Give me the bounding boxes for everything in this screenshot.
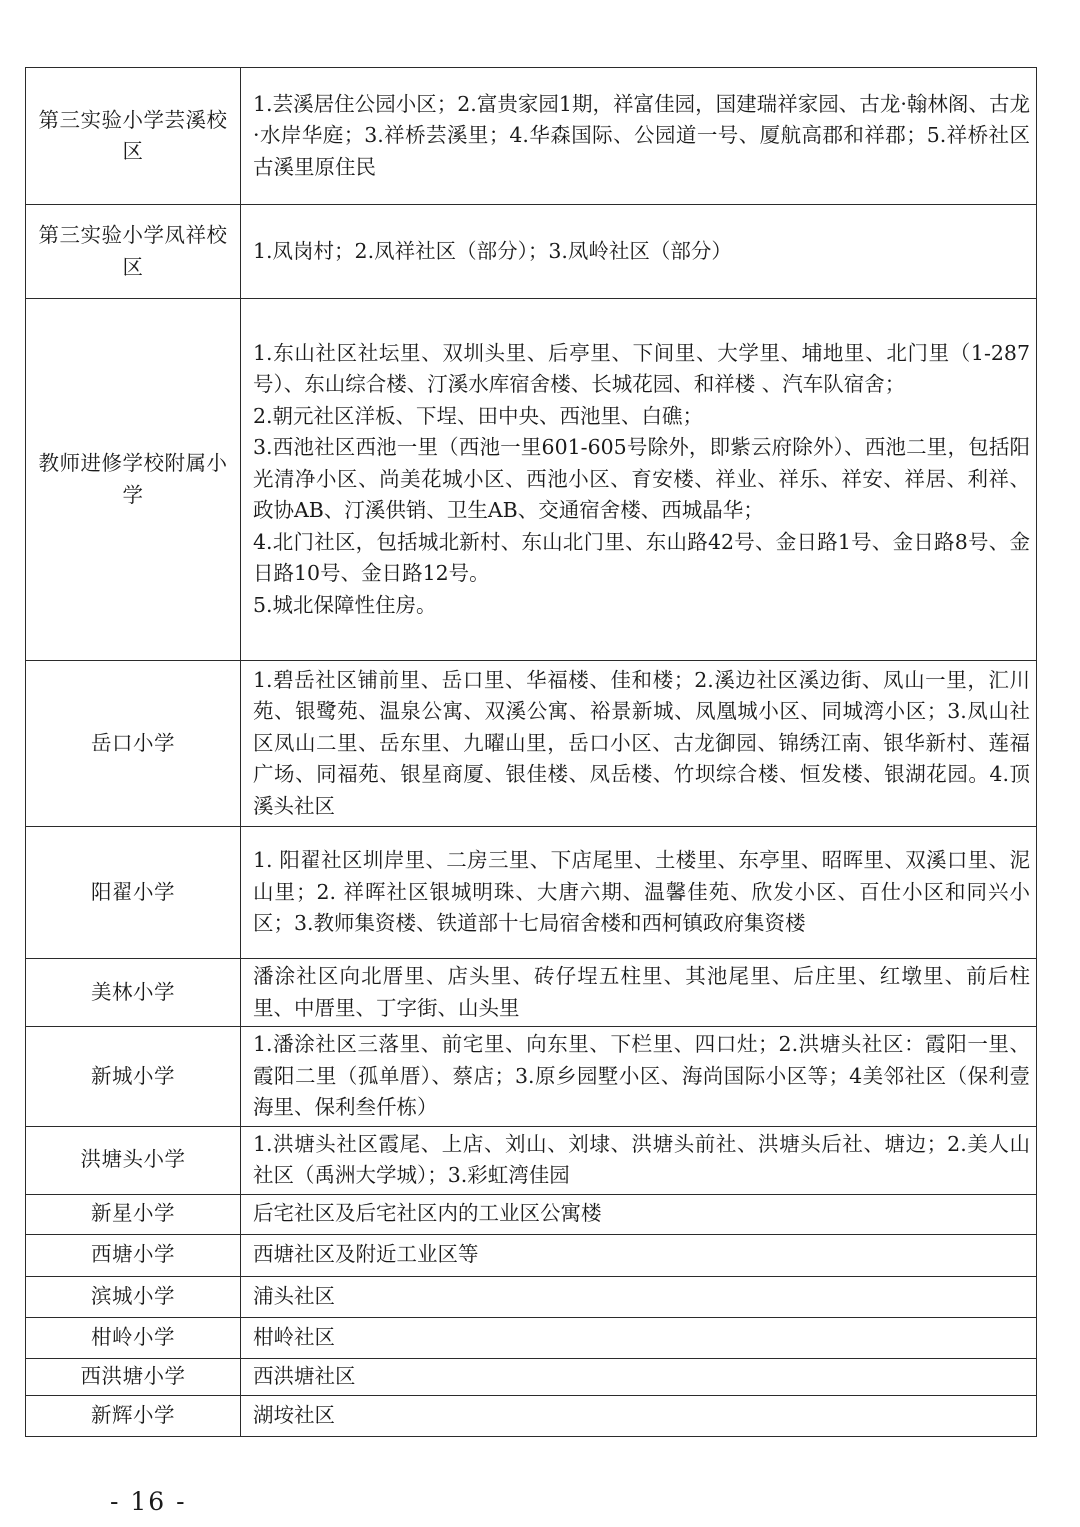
school-name-cell: 第三实验小学凤祥校区 [26,205,241,299]
area-text: 湖垵社区 [253,1402,335,1427]
enrollment-area-cell [241,1317,1037,1358]
school-name-cell: 新星小学 [26,1194,241,1234]
page-number: - 16 - [110,1487,187,1516]
school-name-cell: 西洪塘小学 [26,1358,241,1395]
table-body [26,68,1037,1437]
enrollment-area-cell [241,1234,1037,1276]
enrollment-area-cell [241,1358,1037,1395]
table-row [26,1317,1037,1358]
school-name-cell: 新辉小学 [26,1395,241,1436]
table-row [26,299,1037,661]
table-row [26,205,1037,299]
table-row [26,1358,1037,1395]
enrollment-area-cell [241,1194,1037,1234]
table-row [26,661,1037,827]
enrollment-area-cell [241,1126,1037,1194]
enrollment-area-cell [241,1395,1037,1436]
school-name-cell: 岳口小学 [26,661,241,827]
area-text: 潘涂社区向北厝里、店头里、砖仔埕五柱里、其池尾里、后庄里、红墩里、前后柱里、中厝里、丁字街、山头里 [253,964,1030,1020]
area-text: 3.西池社区西池一里（西池一里601-605号除外，即紫云府除外）、西池二里，包括阳光清净小区、尚美花城小区、西池小区、育安楼、祥业、祥乐、祥安、祥居、利祥、政协AB、汀溪供销、卫生AB、交通宿舍楼、西城晶华； [253,435,1030,523]
school-name-cell: 洪塘头小学 [26,1126,241,1194]
school-name-cell: 阳翟小学 [26,827,241,959]
enrollment-area-cell [241,959,1037,1027]
table-row [26,68,1037,205]
area-text: 5.城北保障性住房。 [253,592,437,617]
area-text: 4.北门社区，包括城北新村、东山北门里、东山路42号、金日路1号、金日路8号、金日路10号、金日路12号。 [253,529,1030,586]
table-row [26,1194,1037,1234]
area-text: 西塘社区及附近工业区等 [253,1242,479,1267]
area-text: 后宅社区及后宅社区内的工业区公寓楼 [253,1201,602,1226]
table-row [26,1276,1037,1317]
enrollment-area-cell [241,299,1037,661]
table-row [26,1234,1037,1276]
table-row [26,827,1037,959]
school-name-cell: 柑岭小学 [26,1317,241,1358]
enrollment-area-cell [241,661,1037,827]
enrollment-area-cell [241,1276,1037,1317]
area-text: 1.碧岳社区铺前里、岳口里、华福楼、佳和楼；2.溪边社区溪边街、凤山一里，汇川苑、银鹭苑、温泉公寓、双溪公寓、裕景新城、凤凰城小区、同城湾小区；3.凤山社区凤山二里、岳东里、九曜山里，岳口小区、古龙御园、锦绣江南、银华新村、莲福广场、同福苑、银星商厦、银佳楼、凤岳楼、竹坝综合楼、恒发楼、银湖花园。4.顶溪头社区 [253,667,1030,818]
area-text: 1. 阳翟社区圳岸里、二房三里、下店尾里、土楼里、东亭里、昭晖里、双溪口里、泥山里；2. 祥晖社区银城明珠、大唐六期、温馨佳苑、欣发小区、百仕小区和同兴小区；3.教师集资楼、铁道部十七局宿舍楼和西柯镇政府集资楼 [253,848,1030,936]
enrollment-area-cell [241,827,1037,959]
area-text: 1.东山社区社坛里、双圳头里、后亭里、下间里、大学里、埔地里、北门里（1-287号）、东山综合楼、汀溪水库宿舍楼、长城花园、和祥楼 、汽车队宿舍； [253,340,1030,397]
school-name-cell: 滨城小学 [26,1276,241,1317]
school-name-cell: 第三实验小学芸溪校区 [26,68,241,205]
enrollment-area-cell [241,1027,1037,1127]
enrollment-area-cell [241,205,1037,299]
area-text: 浦头社区 [253,1283,335,1308]
school-name-cell: 西塘小学 [26,1234,241,1276]
area-text: 柑岭社区 [253,1324,335,1349]
area-text: 1.洪塘头社区霞尾、上店、刘山、刘埭、洪塘头前社、洪塘头后社、塘边；2.美人山社区（禹洲大学城）；3.彩虹湾佳园 [253,1131,1030,1187]
table-row [26,1027,1037,1127]
area-text: 1.凤岗村；2.凤祥社区（部分）；3.凤岭社区（部分） [253,238,732,263]
school-name-cell: 新城小学 [26,1027,241,1127]
school-district-table [25,67,1037,1437]
area-text: 1.芸溪居住公园小区；2.富贵家园1期，祥富佳园，国建瑞祥家园、古龙·翰林阁、古龙·水岸华庭；3.祥桥芸溪里；4.华森国际、公园道一号、厦航高郡和祥郡；5.祥桥社区古溪里原住民 [253,91,1030,179]
enrollment-area-cell [241,68,1037,205]
table-row [26,1126,1037,1194]
table-row [26,959,1037,1027]
area-text: 1.潘涂社区三落里、前宅里、向东里、下栏里、四口灶；2.洪塘头社区：霞阳一里、霞阳二里（孤单厝）、蔡店；3.原乡园墅小区、海尚国际小区等；4美邻社区（保利壹海里、保利叁仟栋） [253,1032,1030,1119]
school-name-cell: 美林小学 [26,959,241,1027]
school-name-cell: 教师进修学校附属小学 [26,299,241,661]
area-text: 西洪塘社区 [253,1363,356,1388]
table-row [26,1395,1037,1436]
area-text: 2.朝元社区洋板、下埕、田中央、西池里、白礁； [253,403,704,428]
